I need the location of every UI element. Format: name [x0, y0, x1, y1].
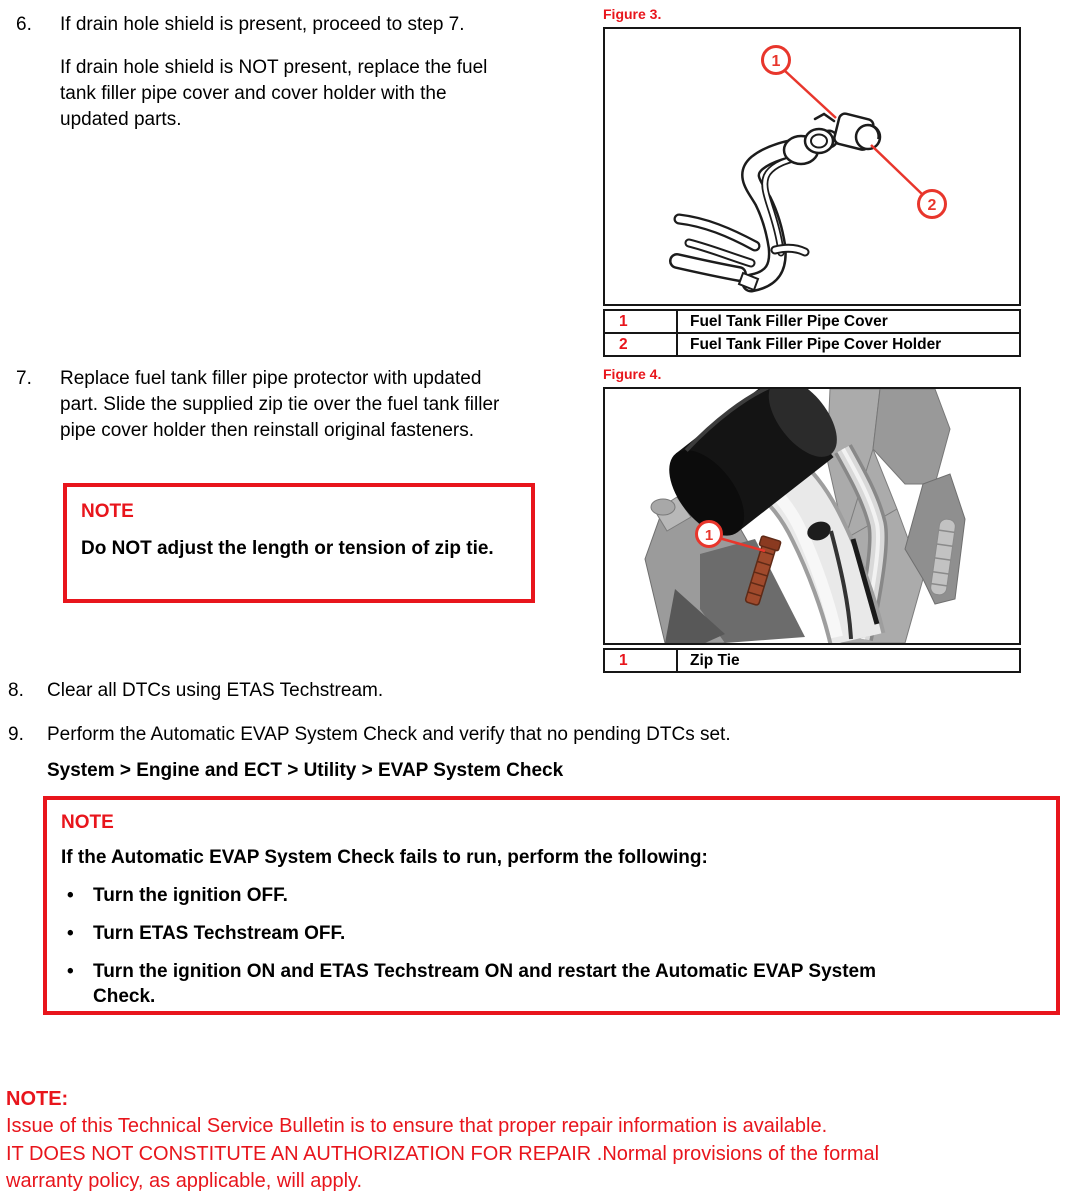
figure-4 [603, 366, 1021, 673]
legend-label: Fuel Tank Filler Pipe Cover [690, 312, 888, 330]
bullet-item [61, 921, 881, 946]
legend-row [605, 332, 1019, 355]
note-title: NOTE [61, 812, 114, 833]
figure-3-image [603, 27, 1021, 306]
callout-1-number: 1 [771, 53, 781, 70]
footer-note-line: warranty policy, as applicable, will apply. [6, 1170, 363, 1192]
bullet-item [61, 883, 881, 908]
step-8-text: Clear all DTCs using ETAS Techstream. [47, 680, 384, 701]
callout-1-number: 1 [704, 527, 714, 544]
footer-note-title: NOTE: [6, 1088, 69, 1110]
bullet-dot: • [67, 923, 74, 944]
figure-3 [603, 6, 1021, 357]
figure-3-legend [603, 309, 1021, 357]
zip-tie-location-render [605, 389, 1019, 643]
step-6 [16, 12, 494, 133]
note-body: Do NOT adjust the length or tension of zip tie. [81, 538, 494, 559]
note-intro: If the Automatic EVAP System Check fails to run, perform the following: [61, 847, 708, 868]
note-title: NOTE [81, 501, 134, 522]
step-8-number: 8. [8, 680, 24, 701]
bullet-item [61, 959, 881, 1009]
step-7 [16, 366, 506, 444]
step-6-paragraph-1: If drain hole shield is present, proceed to step 7. [60, 14, 465, 35]
step-9 [8, 722, 1028, 748]
legend-row [605, 650, 1019, 671]
step-7-paragraph: Replace fuel tank filler pipe protector with updated part. Slide the supplied zip tie over the fuel tank filler pipe cover holder then reinstall original fasteners. [60, 368, 500, 441]
bullet-dot: • [67, 961, 74, 982]
bullet-text: Turn the ignition ON and ETAS Techstream ON and restart the Automatic EVAP System Check. [93, 961, 876, 1007]
bullet-dot: • [67, 885, 74, 906]
figure-4-label: Figure 4. [603, 366, 662, 382]
fuel-filler-pipe-line-drawing [605, 29, 1019, 304]
step-6-number: 6. [16, 14, 32, 35]
legend-row [605, 311, 1019, 332]
techstream-menu-path: System > Engine and ECT > Utility > EVAP System Check [47, 760, 564, 781]
legend-number: 1 [605, 311, 678, 332]
step-6-paragraph-2: If drain hole shield is NOT present, replace the fuel tank filler pipe cover and cover holder with the updated parts. [60, 57, 488, 130]
legend-number: 1 [605, 650, 678, 671]
figure-4-image [603, 387, 1021, 645]
step-8 [8, 678, 908, 704]
note-box-zip-tie [63, 483, 535, 603]
bullet-text: Turn ETAS Techstream OFF. [93, 923, 346, 944]
footer-note-line: IT DOES NOT CONSTITUTE AN AUTHORIZATION FOR REPAIR .Normal provisions of the formal [6, 1142, 880, 1165]
filler-pipe-art [677, 112, 880, 290]
note-box-evap-check [43, 796, 1060, 1015]
legend-label: Zip Tie [690, 651, 740, 669]
bullet-text: Turn the ignition OFF. [93, 885, 288, 906]
figure-3-label: Figure 3. [603, 6, 662, 22]
callout-2-number: 2 [927, 197, 937, 214]
figure-4-legend [603, 648, 1021, 673]
step-9-number: 9. [8, 724, 24, 745]
step-9-text: Perform the Automatic EVAP System Check and verify that no pending DTCs set. [47, 724, 731, 745]
footer-note-line: Issue of this Technical Service Bulletin is to ensure that proper repair information is available. [6, 1115, 828, 1137]
legend-number: 2 [605, 334, 678, 355]
legend-label: Fuel Tank Filler Pipe Cover Holder [690, 335, 942, 353]
footer-warranty-note [6, 1086, 1066, 1196]
step-7-number: 7. [16, 368, 32, 389]
